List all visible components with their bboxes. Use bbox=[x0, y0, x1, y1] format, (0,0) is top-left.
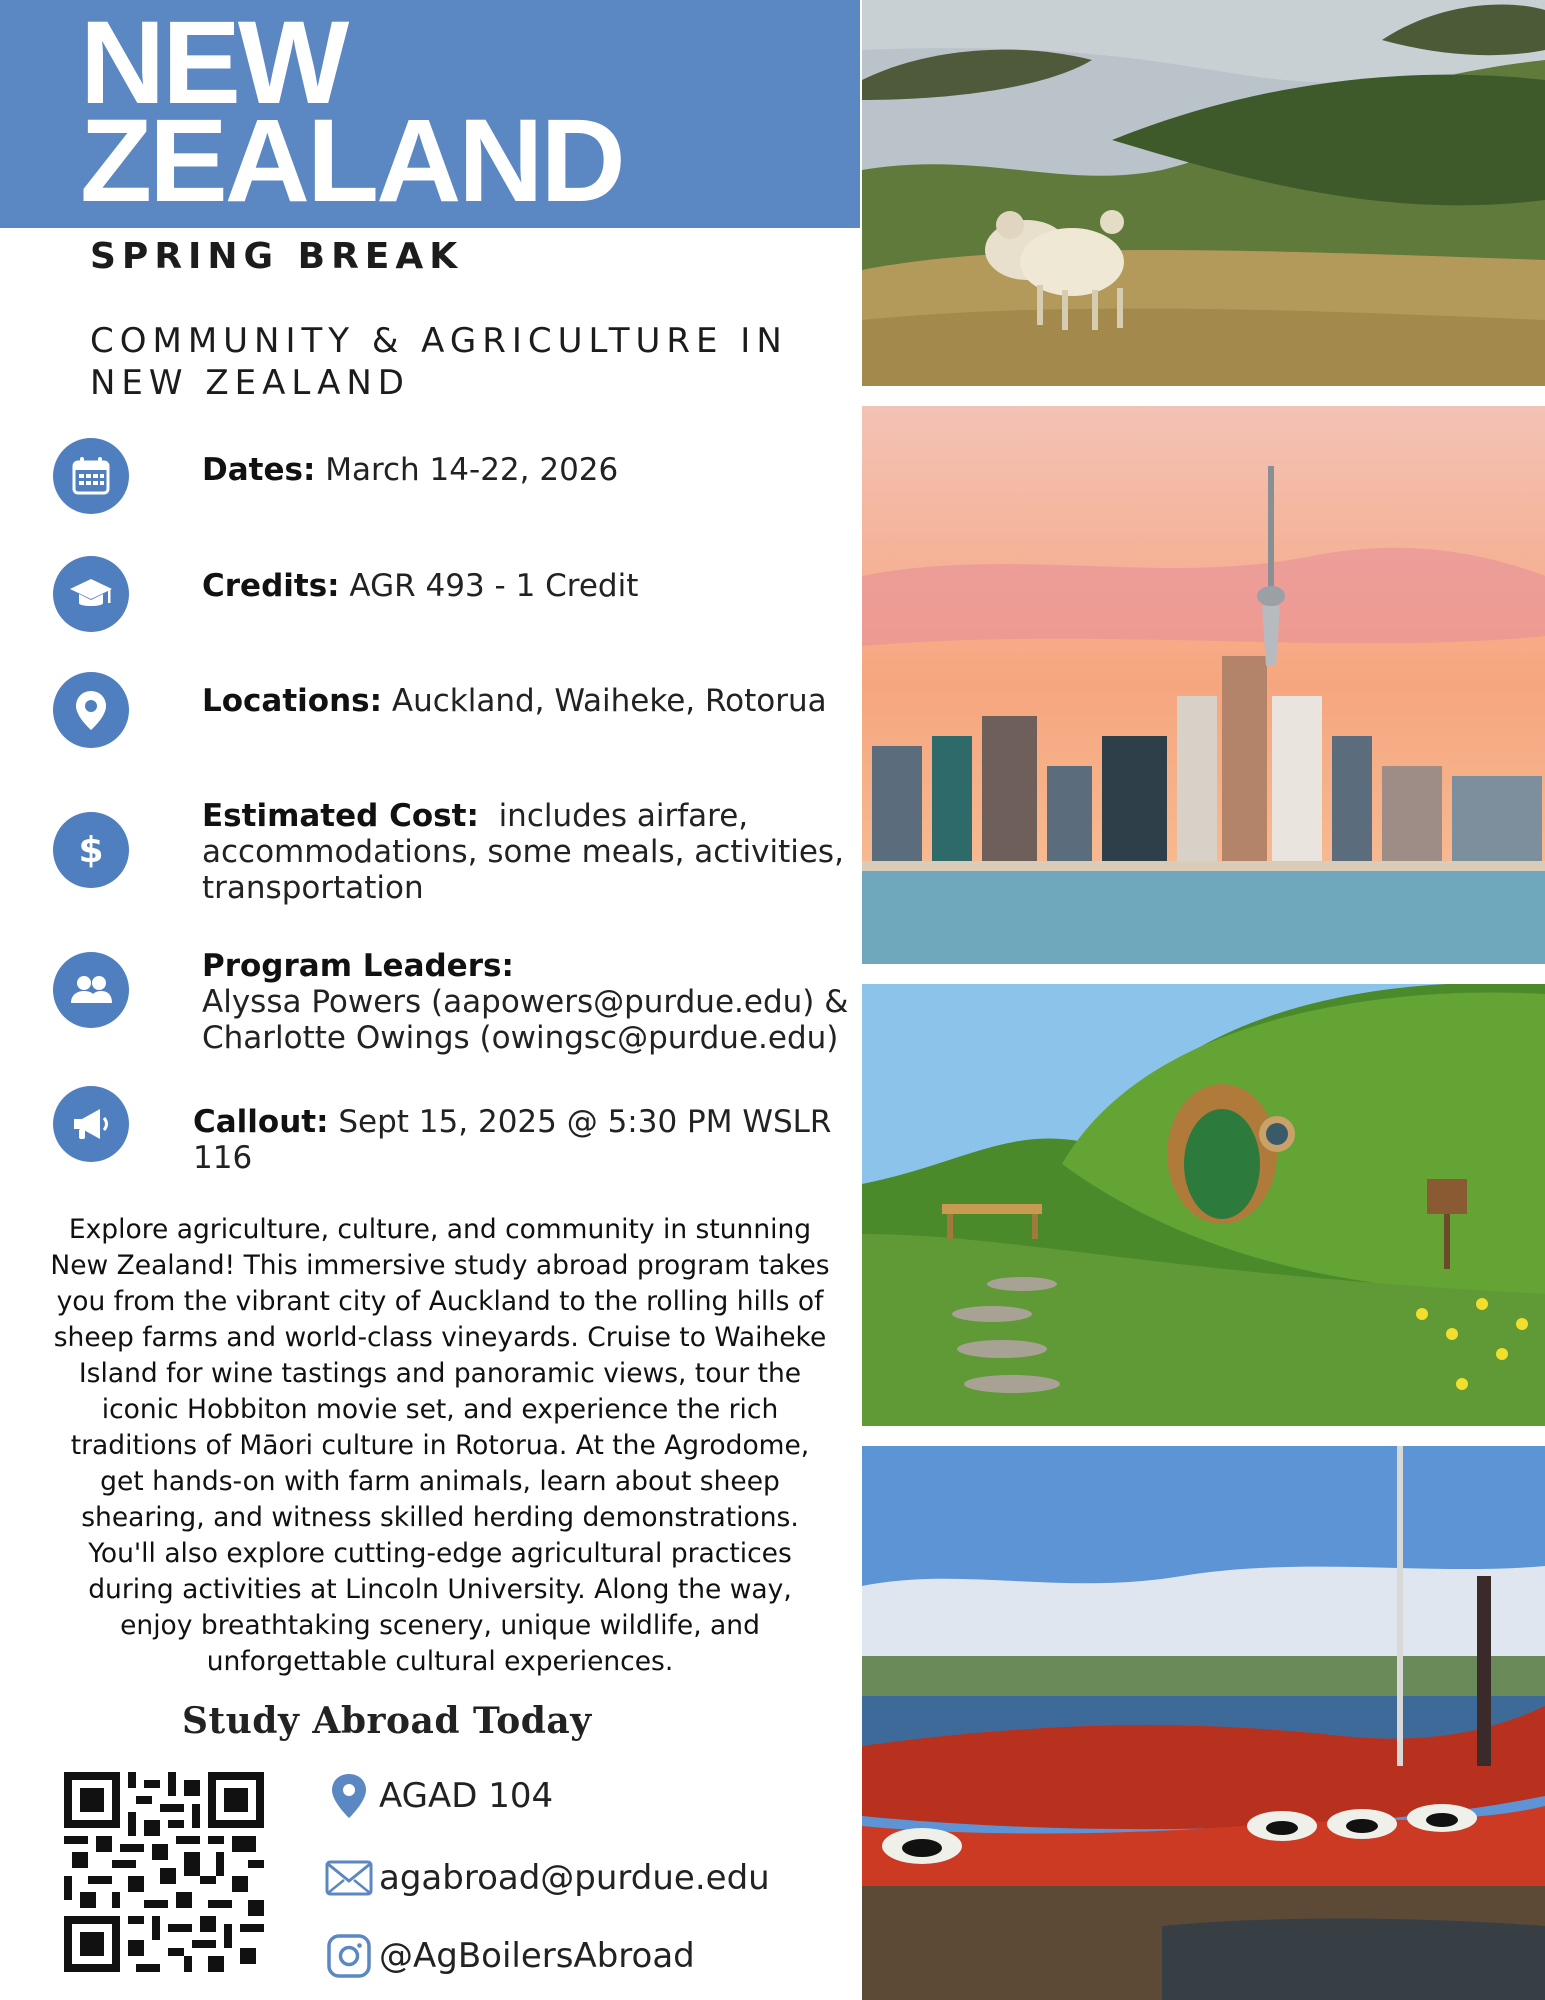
program-description: Explore agriculture, culture, and community in stunning New Zealand! This immersive study abroad program takes you from the vibrant city of Auckland to the rolling hills of sheep farms and world-class vineyards. Cruise to Waiheke Island for wine tastings and panoramic views, tour the iconic Hobbiton movie set, and experience the rich traditions of Māori culture in Rotorua. At the Agrodome, get hands-on with farm animals, learn about sheep shearing, and witness skilled herding demonstrations. You'll also explore cutting-edge agricultural practices during activities at Lincoln University. Along the way, enjoy breathtaking scenery, unique wildlife, and unforgettable cultural experiences. bbox=[50, 1214, 830, 1677]
title-line-2: ZEALAND bbox=[80, 95, 623, 227]
page-title bbox=[80, 0, 623, 227]
qr-code[interactable] bbox=[62, 1772, 266, 1972]
cost-label: Estimated Cost: bbox=[202, 798, 479, 834]
locations-value: Auckland, Waiheke, Rotorua bbox=[391, 683, 827, 719]
graduation-cap-icon bbox=[53, 556, 129, 632]
subtitle: SPRING BREAK bbox=[90, 236, 464, 277]
program-title: COMMUNITY & AGRICULTURE IN NEW ZEALAND bbox=[90, 321, 788, 403]
leader-1: Alyssa Powers (aapowers@purdue.edu) & bbox=[202, 984, 849, 1020]
dollar-icon bbox=[53, 812, 129, 888]
locations-label: Locations: bbox=[202, 683, 383, 719]
calendar-icon bbox=[53, 438, 129, 514]
location-pin-icon bbox=[325, 1772, 373, 1820]
hobbiton-photo bbox=[862, 984, 1545, 1426]
location-text: AGAD 104 bbox=[379, 1776, 554, 1816]
cost-value: includes airfare, accommodations, some meals, activities, transportation bbox=[202, 798, 844, 906]
envelope-icon bbox=[325, 1854, 373, 1902]
location-pin-icon bbox=[53, 672, 129, 748]
callout-value: Sept 15, 2025 @ 5:30 PM WSLR 116 bbox=[193, 1104, 832, 1176]
instagram-icon bbox=[325, 1932, 373, 1980]
contact-email[interactable] bbox=[325, 1854, 770, 1902]
credits-value: AGR 493 - 1 Credit bbox=[349, 568, 639, 604]
dates-value: March 14-22, 2026 bbox=[325, 452, 619, 488]
callout-label: Callout: bbox=[193, 1104, 329, 1140]
sheep-hills-photo bbox=[862, 0, 1545, 386]
megaphone-icon bbox=[53, 1086, 129, 1162]
dates-label: Dates: bbox=[202, 452, 316, 488]
svg-text:$: $ bbox=[78, 830, 104, 871]
contact-instagram[interactable] bbox=[325, 1932, 695, 1980]
credits-label: Credits: bbox=[202, 568, 340, 604]
title-line-1: NEW bbox=[80, 0, 347, 129]
email-link[interactable]: agabroad@purdue.edu bbox=[379, 1858, 770, 1898]
instagram-handle[interactable]: @AgBoilersAbroad bbox=[379, 1936, 695, 1976]
leader-2: Charlotte Owings (owingsc@purdue.edu) bbox=[202, 1020, 839, 1056]
people-icon bbox=[53, 952, 129, 1028]
auckland-skyline-photo bbox=[862, 406, 1545, 964]
study-abroad-heading: Study Abroad Today bbox=[182, 1700, 592, 1742]
leaders-label: Program Leaders: bbox=[202, 948, 514, 984]
contact-location bbox=[325, 1772, 553, 1820]
maori-canoe-photo bbox=[862, 1446, 1545, 2000]
